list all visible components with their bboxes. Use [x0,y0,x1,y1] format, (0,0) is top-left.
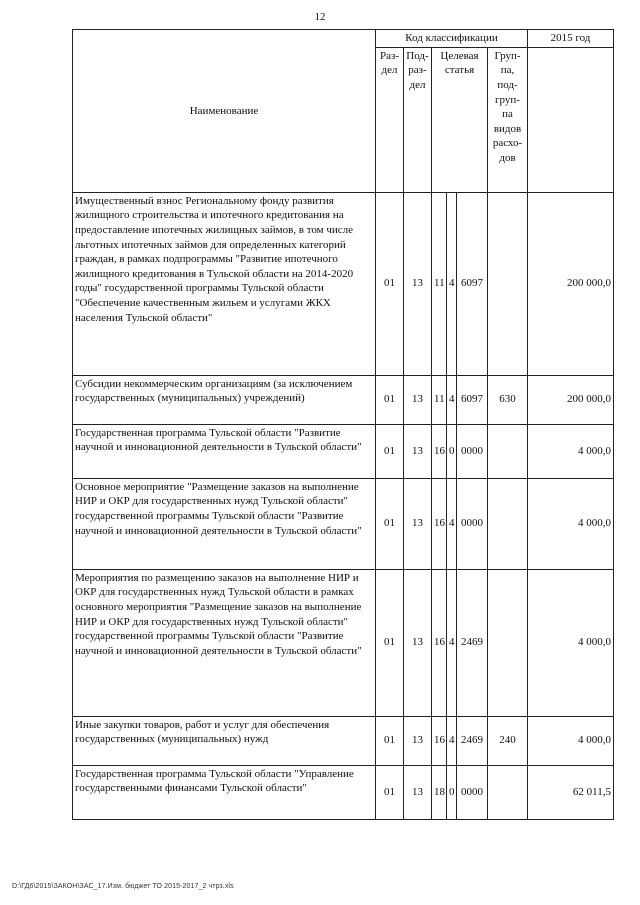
table-row [73,716,614,765]
row-target-program: 16 [432,478,447,569]
row-expense-type [488,478,528,569]
row-target-direction: 2469 [457,716,488,765]
row-expense-type: 630 [488,375,528,424]
row-podrazdel: 13 [404,192,432,375]
row-expense-type: 240 [488,716,528,765]
table-row [73,478,614,569]
row-expense-type [488,424,528,478]
row-target-direction: 2469 [457,569,488,716]
row-target-program: 16 [432,424,447,478]
row-target-subprogram: 4 [447,569,457,716]
row-podrazdel: 13 [404,765,432,819]
row-name: Основное мероприятие "Размещение заказов на выполнение НИР и ОКР для государственных нужд Тульской области" государственной программы Тульской области "Развитие научной и инновационной деятельности в Тульской области" [73,478,376,569]
row-target-direction: 0000 [457,765,488,819]
row-amount: 62 011,5 [528,765,614,819]
row-amount: 4 000,0 [528,716,614,765]
row-expense-type [488,765,528,819]
row-target-subprogram: 4 [447,716,457,765]
row-target-program: 16 [432,569,447,716]
row-target-direction: 0000 [457,424,488,478]
row-razdel: 01 [376,192,404,375]
header-year: 2015 год [528,30,614,48]
header-row-1 [73,30,614,48]
row-podrazdel: 13 [404,478,432,569]
row-razdel: 01 [376,569,404,716]
row-amount: 200 000,0 [528,375,614,424]
row-target-subprogram: 4 [447,192,457,375]
row-podrazdel: 13 [404,716,432,765]
row-name: Субсидии некоммерческим организациям (за исключением государственных (муниципальных) учреждений) [73,375,376,424]
row-target-subprogram: 0 [447,424,457,478]
header-razdel: Раз- дел [376,47,404,192]
header-podrazdel: Под- раз- дел [404,47,432,192]
row-target-direction: 6097 [457,192,488,375]
row-podrazdel: 13 [404,375,432,424]
row-target-direction: 6097 [457,375,488,424]
row-razdel: 01 [376,375,404,424]
row-target-program: 16 [432,716,447,765]
row-amount: 4 000,0 [528,478,614,569]
row-target-program: 11 [432,375,447,424]
row-target-program: 11 [432,192,447,375]
table-body [73,192,614,819]
row-expense-type [488,192,528,375]
row-name: Мероприятия по размещению заказов на выполнение НИР и ОКР для государственных нужд Тульской области в рамках основного мероприятия "Размещение заказов на выполнение НИР и ОКР для государственных нужд Тульской области" государственной программы Тульской области "Развитие научной и инновационной деятельности в Тульской области" [73,569,376,716]
row-amount: 4 000,0 [528,569,614,716]
header-expense-group: Груп- па, под- груп- па видов расхо- дов [488,47,528,192]
header-classification-code: Код классификации [376,30,528,48]
table-row [73,424,614,478]
header-target-article: Целевая статья [432,47,488,192]
row-name: Имущественный взнос Региональному фонду развития жилищного строительства и ипотечного кредитования на предоставление ипотечных жилищных займов, в том числе льготных ипотечных займов для определенных категорий граждан, в рамках подпрограммы "Развитие ипотечного жилищного кредитования в Тульской области на 2014-2020 годы" государственной программы Тульской области "Обеспечение качественным жильем и услугами ЖКХ населения Тульской области" [73,192,376,375]
table-row [73,765,614,819]
row-target-direction: 0000 [457,478,488,569]
row-razdel: 01 [376,765,404,819]
file-path-footer: D:\ГД6\2015\ЗАКОН\ЗАС_17.Изм. бюджет ТО 2015-2017_2 чтрз.xls [12,883,234,890]
table-row [73,569,614,716]
header-name: Наименование [73,30,376,193]
row-podrazdel: 13 [404,424,432,478]
table-row [73,375,614,424]
row-target-subprogram: 0 [447,765,457,819]
budget-table [72,29,614,820]
row-name: Государственная программа Тульской области "Развитие научной и инновационной деятельности в Тульской области" [73,424,376,478]
row-razdel: 01 [376,424,404,478]
header-year-blank [528,47,614,192]
row-name: Государственная программа Тульской области "Управление государственными финансами Тульской области" [73,765,376,819]
row-name: Иные закупки товаров, работ и услуг для обеспечения государственных (муниципальных) нужд [73,716,376,765]
row-target-program: 18 [432,765,447,819]
row-expense-type [488,569,528,716]
row-target-subprogram: 4 [447,375,457,424]
row-razdel: 01 [376,716,404,765]
row-razdel: 01 [376,478,404,569]
table-row [73,192,614,375]
page-number: 12 [314,11,326,23]
row-amount: 200 000,0 [528,192,614,375]
row-podrazdel: 13 [404,569,432,716]
row-amount: 4 000,0 [528,424,614,478]
row-target-subprogram: 4 [447,478,457,569]
